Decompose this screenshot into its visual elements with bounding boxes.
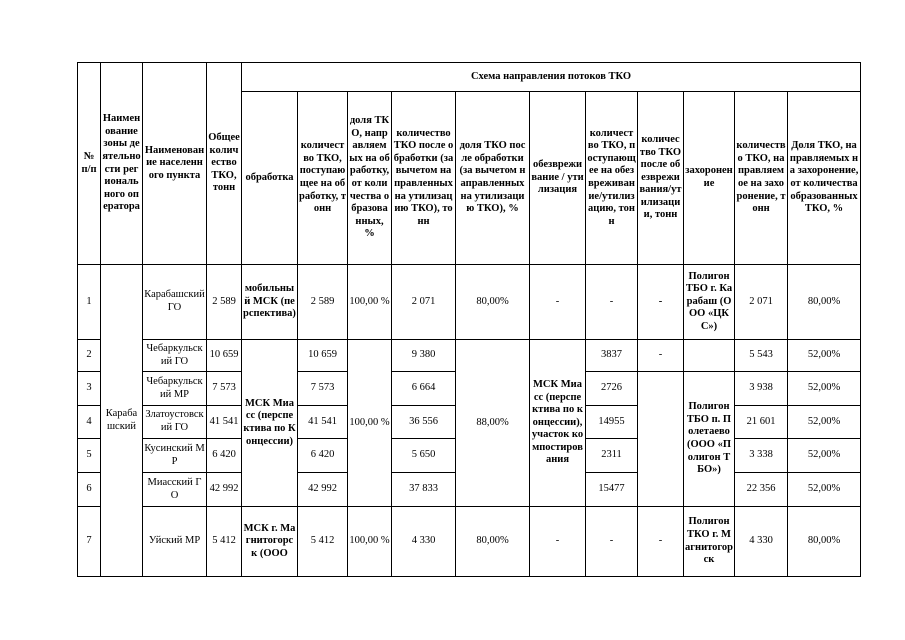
row-share-burial: 52,00% — [788, 406, 861, 439]
table-row — [78, 265, 861, 340]
row-qty-processing: 41 541 — [298, 406, 348, 439]
row-num: 7 — [78, 507, 101, 577]
header-share-processing: доля ТКО, направляемых на обработку, от количества образованных, % — [348, 92, 392, 265]
group3-neutral-in: - — [586, 507, 638, 577]
row-burial-empty — [684, 340, 735, 372]
zone-name: Карабашский — [101, 265, 143, 577]
table-row — [78, 507, 861, 577]
header-qty-neutral-after: количество ТКО после обезвреживания/утилизации, тонн — [638, 92, 684, 265]
header-share-burial: Доля ТКО, направляемых на захоронение, от количества образованных ТКО, % — [788, 92, 861, 265]
group2-neutral-after-empty — [638, 372, 684, 507]
header-qty-processing: количество ТКО, поступающее на обработку, тонн — [298, 92, 348, 265]
row-total: 41 541 — [207, 406, 242, 439]
group1-neutral: - — [530, 265, 586, 340]
group2-share-after: 88,00% — [456, 340, 530, 507]
group1-neutral-after: - — [638, 265, 684, 340]
header-num: № п/п — [78, 63, 101, 265]
row-qty-burial: 3 938 — [735, 372, 788, 406]
group2-neutral-after: - — [638, 340, 684, 372]
row-qty-after: 37 833 — [392, 473, 456, 507]
row-settlement: Кусинский МР — [143, 439, 207, 473]
row-total: 10 659 — [207, 340, 242, 372]
row-share-burial: 52,00% — [788, 439, 861, 473]
header-qty-burial: количество ТКО, направляемое на захоронение, тонн — [735, 92, 788, 265]
row-qty-processing: 10 659 — [298, 340, 348, 372]
row-qty-after: 36 556 — [392, 406, 456, 439]
row-total: 6 420 — [207, 439, 242, 473]
group3-share-after: 80,00% — [456, 507, 530, 577]
row-qty-after: 2 071 — [392, 265, 456, 340]
row-num: 4 — [78, 406, 101, 439]
row-neutral-in: 2726 — [586, 372, 638, 406]
row-qty-processing: 5 412 — [298, 507, 348, 577]
header-settlement: Наименование населенного пункта — [143, 63, 207, 265]
table-row — [78, 340, 861, 372]
group1-neutral-in: - — [586, 265, 638, 340]
group1-processing: мобильный МСК (перспектива) — [242, 265, 298, 340]
header-zone: Наименование зоны деятельности регионального оператора — [101, 63, 143, 265]
group3-neutral-after: - — [638, 507, 684, 577]
group2-processing: МСК Миасс (перспектива по Концессии) — [242, 340, 298, 507]
row-share-burial: 80,00% — [788, 507, 861, 577]
row-num: 1 — [78, 265, 101, 340]
row-total: 5 412 — [207, 507, 242, 577]
group3-burial: Полигон ТКО г. Магнитогорск — [684, 507, 735, 577]
row-qty-after: 6 664 — [392, 372, 456, 406]
group3-share-processing: 100,00 % — [348, 507, 392, 577]
group1-share-after: 80,00% — [456, 265, 530, 340]
row-share-burial: 52,00% — [788, 372, 861, 406]
group3-neutral: - — [530, 507, 586, 577]
row-qty-burial: 4 330 — [735, 507, 788, 577]
header-share-after: доля ТКО после обработки (за вычетом направленных на утилизацию ТКО), % — [456, 92, 530, 265]
row-total: 7 573 — [207, 372, 242, 406]
row-settlement: Златоустовский ГО — [143, 406, 207, 439]
row-qty-after: 9 380 — [392, 340, 456, 372]
row-num: 2 — [78, 340, 101, 372]
header-burial: захоронение — [684, 92, 735, 265]
row-qty-processing: 7 573 — [298, 372, 348, 406]
row-neutral-in: 14955 — [586, 406, 638, 439]
header-scheme: Схема направления потоков ТКО — [242, 63, 861, 92]
group2-burial: Полигон ТБО п. Полетаево (ООО «Полигон ТБО») — [684, 372, 735, 507]
row-qty-burial: 21 601 — [735, 406, 788, 439]
group2-share-processing: 100,00 % — [348, 340, 392, 507]
row-num: 3 — [78, 372, 101, 406]
header-processing: обработка — [242, 92, 298, 265]
row-total: 2 589 — [207, 265, 242, 340]
row-qty-burial: 5 543 — [735, 340, 788, 372]
header-qty-after: количество ТКО после обработки (за вычетом направленных на утилизацию ТКО), тонн — [392, 92, 456, 265]
row-qty-after: 5 650 — [392, 439, 456, 473]
row-qty-processing: 6 420 — [298, 439, 348, 473]
row-qty-processing: 2 589 — [298, 265, 348, 340]
row-share-burial: 52,00% — [788, 340, 861, 372]
row-neutral-in: 15477 — [586, 473, 638, 507]
row-total: 42 992 — [207, 473, 242, 507]
row-qty-processing: 42 992 — [298, 473, 348, 507]
group3-processing: МСК г. Магнитогорск (ООО — [242, 507, 298, 577]
tko-flow-table — [77, 62, 861, 577]
row-settlement: Карабашский ГО — [143, 265, 207, 340]
row-settlement: Уйский МР — [143, 507, 207, 577]
row-settlement: Миасский ГО — [143, 473, 207, 507]
row-num: 6 — [78, 473, 101, 507]
row-settlement: Чебаркульский МР — [143, 372, 207, 406]
header-total: Общее количество ТКО, тонн — [207, 63, 242, 265]
row-qty-after: 4 330 — [392, 507, 456, 577]
row-settlement: Чебаркульский ГО — [143, 340, 207, 372]
row-qty-burial: 2 071 — [735, 265, 788, 340]
header-neutral: обезвреживание / утилизация — [530, 92, 586, 265]
group1-share-processing: 100,00 % — [348, 265, 392, 340]
row-share-burial: 52,00% — [788, 473, 861, 507]
row-neutral-in: 2311 — [586, 439, 638, 473]
row-num: 5 — [78, 439, 101, 473]
header-qty-neutral-in: количество ТКО, поступающее на обезвреживание/утилизацию, тонн — [586, 92, 638, 265]
row-share-burial: 80,00% — [788, 265, 861, 340]
row-qty-burial: 22 356 — [735, 473, 788, 507]
group1-burial: Полигон ТБО г. Карабаш (ООО «ЦКС») — [684, 265, 735, 340]
row-qty-burial: 3 338 — [735, 439, 788, 473]
row-neutral-in: 3837 — [586, 340, 638, 372]
group2-neutral: МСК Миасс (перспектива по концессии), участок компостирования — [530, 340, 586, 507]
